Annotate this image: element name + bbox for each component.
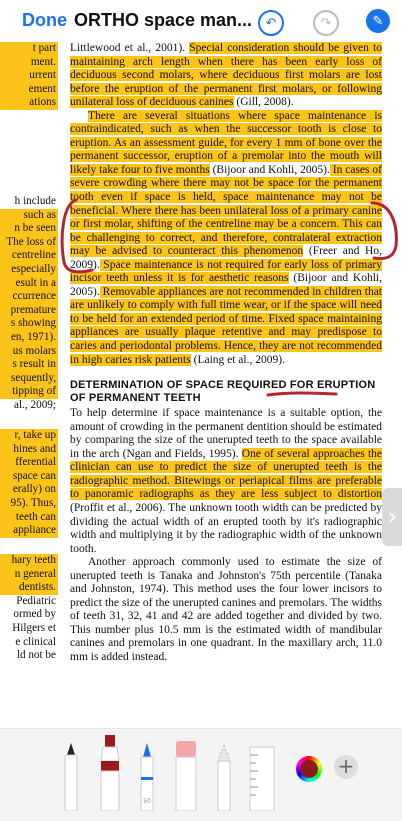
text-run: (Proffit et al., 2006). The unknown tooth width can be predicted by dividing the actual width of an erupted tooth by it's radiographic width and multiplying it by the radiographic width of the unknown tooth. xyxy=(70,501,382,555)
left-column-line: al., 2009; xyxy=(14,398,56,411)
add-tool-button[interactable]: + xyxy=(334,755,358,779)
left-column-line: ormed by xyxy=(13,608,56,621)
color-picker-icon[interactable] xyxy=(296,756,322,782)
text-run: Littlewood et al., 2001). xyxy=(70,42,190,54)
document-page xyxy=(70,42,382,665)
left-column-line: ccurrence xyxy=(0,290,58,304)
left-column-line: h include xyxy=(14,195,56,207)
highlighted-text[interactable]: In cases of severe crowding where there may not be space for the permanent tooth even if space is held, space maintenance may not be beneficial. xyxy=(70,163,382,217)
left-column-line: r, take up xyxy=(0,429,58,443)
redo-icon[interactable]: ↷ xyxy=(313,10,339,36)
section-heading: DETERMINATION OF SPACE REQUIRED FOR ERUPTION OF PERMANENT TEETH xyxy=(70,379,376,405)
page-scroll-handle[interactable] xyxy=(382,488,402,546)
left-column-line: hary teeth xyxy=(0,554,58,568)
left-column-line: e clinical xyxy=(15,635,56,648)
left-column-line: esult in a xyxy=(0,277,58,291)
eraser-tool[interactable] xyxy=(173,739,199,811)
pen-tool[interactable] xyxy=(60,741,82,811)
left-column-line: n be seen xyxy=(0,222,58,236)
left-column-line: ations xyxy=(0,96,58,110)
left-column-line: s result in xyxy=(0,358,58,372)
left-column-line: fferential xyxy=(0,456,58,470)
paragraph-4 xyxy=(70,556,382,664)
markup-pen-icon[interactable]: ✎ xyxy=(366,9,390,33)
left-column-line: 95). Thus, xyxy=(0,497,58,511)
left-column-line: ment. xyxy=(0,56,58,70)
undo-icon[interactable]: ↶ xyxy=(258,10,284,36)
previous-page-column xyxy=(0,42,58,742)
markup-toolbar xyxy=(0,728,402,821)
left-column-line: centreline xyxy=(0,249,58,263)
left-column-line: urrent xyxy=(0,69,58,83)
left-column-line: en, 1971). xyxy=(0,331,58,345)
left-column-line: sequently, xyxy=(0,372,58,386)
highlighted-text[interactable]: Special consideration should be given to maintaining arch length when there has been early loss of deciduous second molars, where deciduous first molars are lost before the eruption of the permanent first molars, or following unilateral loss of deciduous canines xyxy=(70,42,382,109)
paragraph-1 xyxy=(70,42,382,110)
left-column-line: us molars xyxy=(0,345,58,359)
text-run: (Freer and Ho, 2009). xyxy=(70,245,382,271)
left-block-4 xyxy=(0,554,58,663)
highlighted-text[interactable]: As an assessment guide, for every 1 mm of bone over the permanent successor, eruption of a premolar into the mouth will likely take four to five months xyxy=(70,136,382,176)
text-run: (Laing et al., 2009). xyxy=(190,353,285,366)
left-column-line: teeth can xyxy=(0,511,58,525)
left-column-line: The loss of xyxy=(0,236,58,250)
paragraph-3 xyxy=(70,407,382,556)
left-column-line: premature xyxy=(0,304,58,318)
left-column-line: ld not be xyxy=(16,649,56,662)
left-column-line: such as xyxy=(0,209,58,223)
paragraph-2 xyxy=(70,110,382,367)
document-title[interactable]: ORTHO space man... xyxy=(74,10,253,30)
text-run: To help determine if space maintenance is a suitable option, the amount of crowding in the permanent dentition should be estimated by comparing the size of the unerupted teeth to the space available in the arch (Ngan and Fields, 1995). xyxy=(70,407,382,460)
ruler-tool[interactable] xyxy=(248,745,276,811)
left-block-3 xyxy=(0,429,58,538)
left-column-line: t part xyxy=(0,42,58,56)
left-block-2 xyxy=(0,195,58,413)
marker-tool[interactable] xyxy=(98,733,122,811)
pencil-size-label: 50 xyxy=(143,798,151,805)
top-bar xyxy=(0,0,402,42)
highlighted-text[interactable]: Removable appliances are not recommended in children that are unlikely to comply with full time wear, or if the space will need to be held for an extended period of time. Fixed space maintaining appliances are usually plaque retentive and may predispose to caries and periodontal problems. Hence, they are not recommended in high caries risk patients xyxy=(70,285,382,366)
left-column-line: Pediatric xyxy=(16,594,56,607)
highlighted-text[interactable]: Space maintenance is not required for early loss of primary incisor teeth unless it is for aesthetic reasons xyxy=(70,258,382,285)
left-column-line: erally) on xyxy=(0,483,58,497)
left-column-line: space can xyxy=(0,470,58,484)
left-column-line: ement xyxy=(0,83,58,97)
pencil-tool[interactable] xyxy=(136,741,158,811)
left-block-1 xyxy=(0,42,58,110)
left-column-line: Hilgers et xyxy=(12,621,56,634)
lasso-tool[interactable] xyxy=(213,743,235,811)
highlighted-citation[interactable]: (Gill, 2008). xyxy=(233,96,294,109)
left-column-line: tipping of xyxy=(0,385,58,399)
left-column-line: especially xyxy=(0,263,58,277)
left-column-line: appliance xyxy=(0,524,58,538)
highlighted-text[interactable]: One of several approaches the clinician can use to predict the size of unerupted teeth is the radiographic method. Bitewings or periapical films are preferable to panoramic radiographs as they are less subject to distortion xyxy=(70,447,382,501)
left-column-line: dentists. xyxy=(0,581,58,595)
text-run: (Bijoor and Kohli, 2005). xyxy=(70,272,382,298)
left-column-line: s showing xyxy=(0,317,58,331)
done-button[interactable]: Done xyxy=(22,10,67,30)
left-column-line: hines and xyxy=(0,443,58,457)
highlighted-text[interactable]: There are several situations where space maintenance is contraindicated, such as when the successor tooth is close to eruption. xyxy=(70,109,382,149)
highlighted-text[interactable]: Where there has been unilateral loss of a primary canine or first molar, shifting of the centreline may be a concern. This can be challenging to correct, and therefore, contralateral extraction may be advised to counteract this phenomenon xyxy=(70,204,382,258)
text-run: Another approach commonly used to estimate the size of unerupted teeth is Tanaka and Johnston's 75th percentile (Tanaka and Johnston, 1974). This method uses the four lower incisors to predict the size of the unerupted canines and premolars. The widths of teeth 31, 32, 41 and 42 are added together and divided by two. This number plus 10.5 mm is the estimated width of mandibular canines and premolars in one quadrant. In the maxillary arch, 11.0 mm is added instead. xyxy=(70,556,382,663)
left-column-line: n general xyxy=(0,568,58,582)
text-run: (Bijoor and Kohli, 2005). xyxy=(209,163,330,176)
